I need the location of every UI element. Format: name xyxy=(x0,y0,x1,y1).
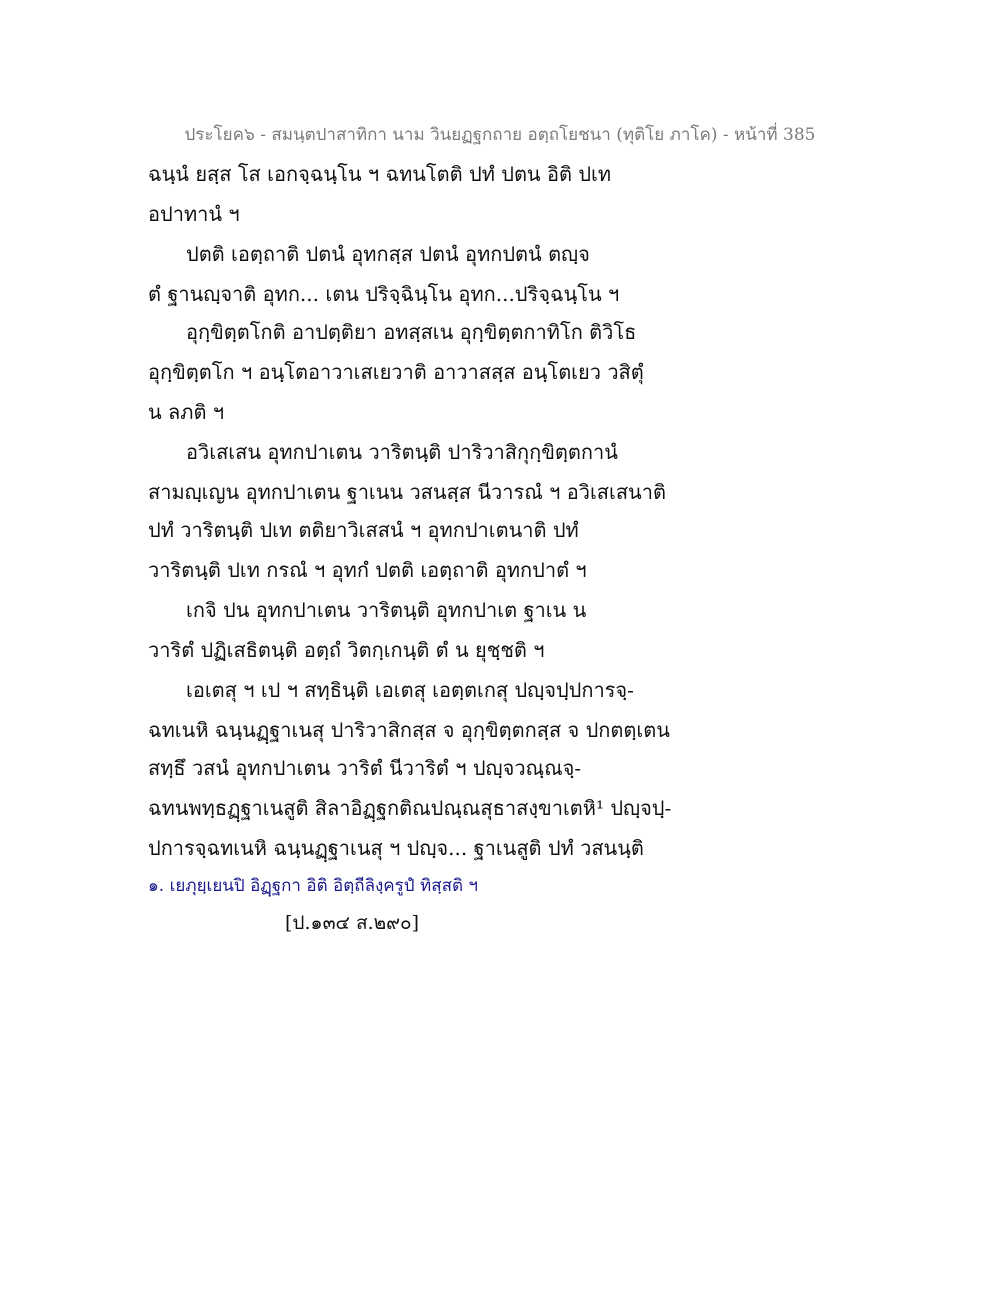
body-line: ปการจฺฉทเนหิ ฉนฺนฏฺฐาเนสุ ฯ ปญฺจ... ฐาเนสูติ ปทํ วสนนฺติ xyxy=(148,836,644,860)
body-line: เกจิ ปน อุทกปาเตน วาริตนฺติ อุทกปาเต ฐาเน น xyxy=(186,598,587,622)
body-line: วาริตนฺติ ปเท กรณํ ฯ อุทกํ ปตติ เอตฺถาติ อุทกปาตํ ฯ xyxy=(148,558,587,582)
body-line: ฉนฺนํ ยสฺส โส เอกจฺฉนฺโน ฯ ฉทนโตติ ปทํ ปตน อิติ ปเท xyxy=(148,162,612,186)
body-line: เอเตสุ ฯ เป ฯ สทฺธินฺติ เอเตสุ เอตฺตเกสุ ปญฺจปฺปการจฺ- xyxy=(186,678,634,702)
body-line: ฉทเนหิ ฉนฺนฏฺฐาเนสุ ปาริวาสิกสฺส จ อุกฺขิตฺตกสฺส จ ปกตตฺเตน xyxy=(148,718,670,742)
body-line: ปตติ เอตฺถาติ ปตนํ อุทกสฺส ปตนํ อุทกปตนํ ตญฺจ xyxy=(186,242,590,266)
body-line: น ลภติ ฯ xyxy=(148,400,225,424)
body-line: อวิเสเสน อุทกปาเตน วาริตนฺติ ปาริวาสิกุกฺขิตฺตกานํ xyxy=(186,440,618,464)
footnote: ๑. เยภุยฺเยนปิ อิฏฺฐกา อิติ อิตฺถีลิงฺครูปํ ทิสฺสติ ฯ xyxy=(148,876,478,896)
body-line: ฉทนพทฺธฏฺฐาเนสูติ สิลาอิฏฺฐกติณปณฺณสุธาสงฺขาเตหิ¹ ปญฺจปฺ- xyxy=(148,796,672,820)
body-line: สทฺธึ วสนํ อุทกปาเตน วาริตํ นีวาริตํ ฯ ปญฺจวณฺณจฺ- xyxy=(148,756,582,780)
body-line: อุกฺขิตฺตโกติ อาปตฺติยา อทสฺสเน อุกฺขิตฺตกาทิโก ติวิโธ xyxy=(186,320,637,344)
page-header: ประโยค๖ - สมนฺตปาสาทิกา นาม วินยฏฐกถาย อตฺถโยชนา (ทุติโย ภาโค) - หน้าที่ 385 xyxy=(184,125,816,145)
body-line: วาริตํ ปฏิเสธิตนฺติ อตฺถํ วิตกฺเกนฺติ ตํ น ยุชฺชติ ฯ xyxy=(148,638,545,662)
page-reference: [ป.๑๓๔ ส.๒๙๐] xyxy=(285,912,420,934)
body-line: ปทํ วาริตนฺติ ปเท ตติยาวิเสสนํ ฯ อุทกปาเตนาติ ปทํ xyxy=(148,518,579,542)
body-line: ตํ ฐานญฺจาติ อุทก... เตน ปริจฺฉินฺโน อุทก...ปริจฺฉนฺโน ฯ xyxy=(148,282,620,306)
body-line: อุกฺขิตฺตโก ฯ อนฺโตอาวาเสเยวาติ อาวาสสฺส อนฺโตเยว วสิตุํ xyxy=(148,360,644,384)
body-line: สามญฺเญน อุทกปาเตน ฐาเนน วสนสฺส นีวารณํ ฯ อวิเสเสนาติ xyxy=(148,480,666,504)
body-line: อปาทานํ ฯ xyxy=(148,202,240,226)
